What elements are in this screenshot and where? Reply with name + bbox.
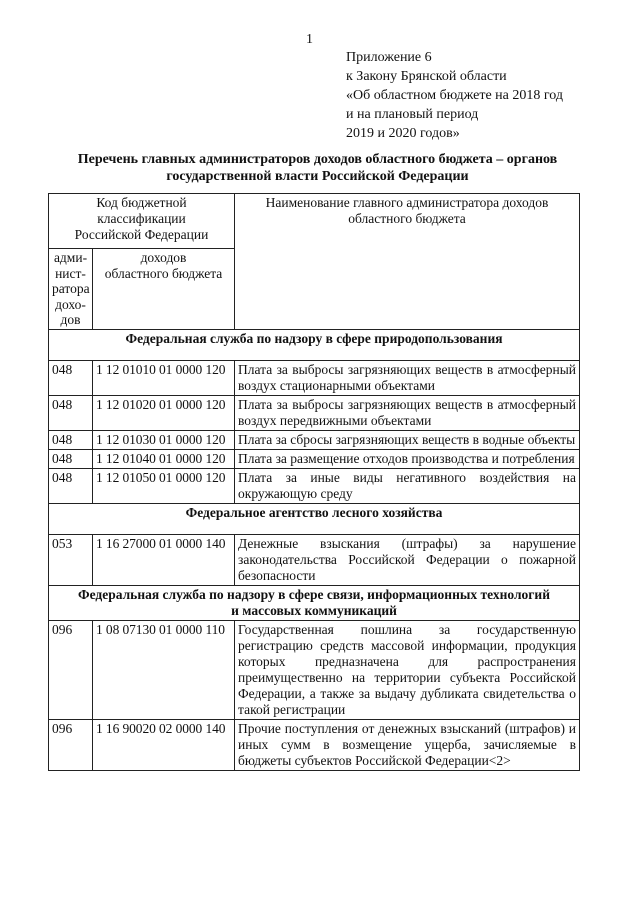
admin-code-cell: 096 [49,620,93,719]
document-title-line: государственной власти Российской Федерации [166,169,469,184]
table-row [49,468,580,503]
revenue-code-cell: 1 12 01050 01 0000 120 [93,468,235,503]
header-line: адми- [53,250,88,265]
table-header-row [49,194,580,249]
document-title-line: Перечень главных администраторов доходов областного бюджета – органов [77,152,558,167]
table-row [49,360,580,395]
document-title [40,151,595,185]
admin-code-cell: 053 [49,534,93,585]
revenue-name-cell: Плата за размещение отходов производства и потребления [235,449,580,468]
header-administrator-name [235,194,580,330]
section-title-line: Федеральная служба по надзору в сфере связи, информационных технологий [78,586,550,602]
table-row [49,534,580,585]
table-row [49,430,580,449]
admin-code-cell: 048 [49,449,93,468]
table-row [49,395,580,430]
header-line: областного бюджета [104,266,223,281]
table-row [49,620,580,719]
revenue-name-cell: Плата за иные виды негативного воздействия на окружающую среду [235,468,580,503]
revenue-name-cell: Плата за сбросы загрязняющих веществ в водные объекты [235,430,580,449]
revenue-code-cell: 1 12 01040 01 0000 120 [93,449,235,468]
section-row [49,329,580,360]
revenue-name-cell: Прочие поступления от денежных взысканий (штрафов) и иных сумм в возмещение ущерба, зачисляемые в бюджеты субъектов Российской Федерации<2> [235,719,580,770]
header-line: Код бюджетной [96,195,187,210]
annex-line: «Об областном бюджете на 2018 год [346,88,563,103]
revenue-code-cell: 1 12 01010 01 0000 120 [93,360,235,395]
section-row [49,585,580,620]
revenue-code-cell: 1 08 07130 01 0000 110 [93,620,235,719]
admin-code-cell: 048 [49,395,93,430]
header-line: дов [60,312,81,327]
header-line: Наименование главного администратора доходов [265,195,549,210]
section-title: Федеральная служба по надзору в сфере природопользования [49,329,580,360]
admin-code-cell: 048 [49,360,93,395]
header-line: нист- [55,265,86,281]
section-title: Федеральное агентство лесного хозяйства [49,503,580,534]
header-line: ратора [52,281,90,296]
section-title [49,585,580,620]
header-line: классификации [97,211,186,226]
annex-line: к Закону Брянской области [346,69,507,84]
admin-code-cell: 048 [49,430,93,449]
section-row [49,503,580,534]
annex-heading [346,48,563,143]
header-line: дохо- [55,296,86,312]
revenue-code-cell: 1 16 90020 02 0000 140 [93,719,235,770]
header-administrator-code [49,249,93,330]
admin-code-cell: 048 [49,468,93,503]
section-title-line: и массовых коммуникаций [231,602,397,618]
table-row [49,719,580,770]
header-revenue-code [93,249,235,330]
revenue-code-cell: 1 16 27000 01 0000 140 [93,534,235,585]
table-row [49,449,580,468]
annex-line: Приложение 6 [346,50,432,65]
revenue-name-cell: Денежные взыскания (штрафы) за нарушение законодательства Российской Федерации о пожарной безопасности [235,534,580,585]
revenue-name-cell: Плата за выбросы загрязняющих веществ в атмосферный воздух передвижными объектами [235,395,580,430]
header-line: Российской Федерации [74,227,209,242]
revenue-name-cell: Государственная пошлина за государственную регистрацию средств массовой информации, продукция которых предназначена для распространения преимущественно на территории субъекта Российской Федерации, а также за выдачу дубликата свидетельства о такой регистрации [235,620,580,719]
page-number: 1 [306,32,313,47]
header-line: доходов [140,250,187,265]
admin-code-cell: 096 [49,719,93,770]
revenue-name-cell: Плата за выбросы загрязняющих веществ в атмосферный воздух стационарными объектами [235,360,580,395]
administrators-table [48,193,580,771]
revenue-code-cell: 1 12 01030 01 0000 120 [93,430,235,449]
annex-line: и на плановый период [346,107,479,122]
annex-line: 2019 и 2020 годов» [346,126,460,141]
header-budget-classification [49,194,235,249]
header-line: областного бюджета [348,211,466,226]
revenue-code-cell: 1 12 01020 01 0000 120 [93,395,235,430]
